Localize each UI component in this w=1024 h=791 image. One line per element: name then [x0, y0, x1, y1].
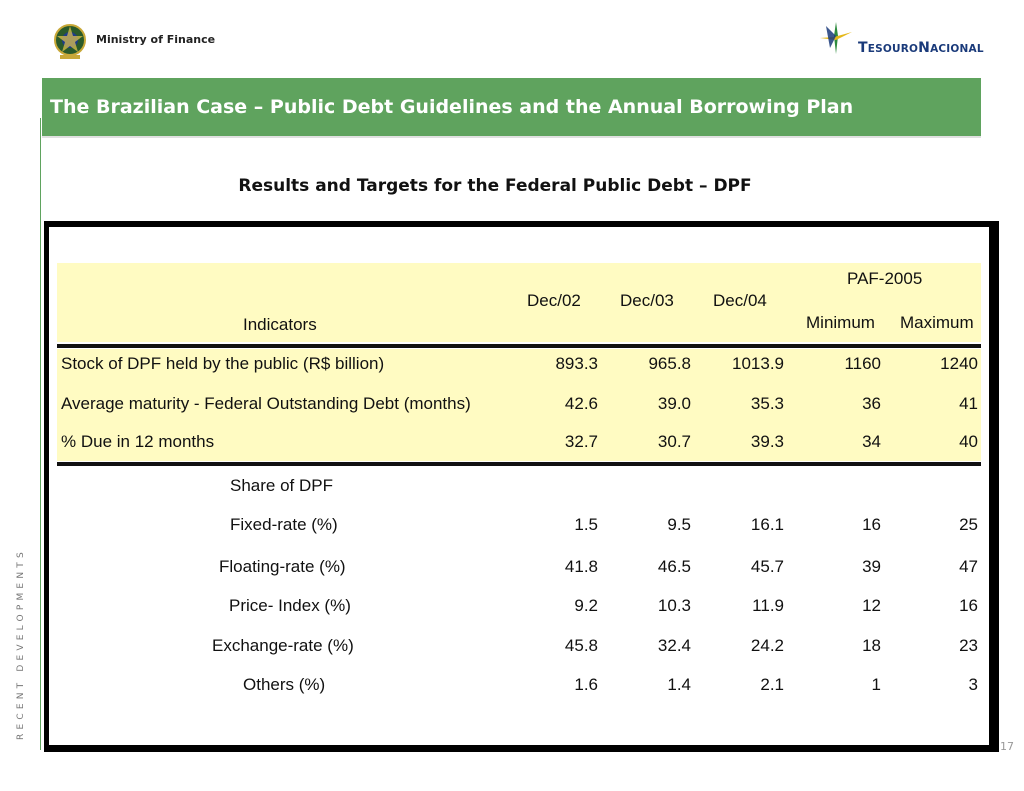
cell-dec02: 32.7 — [564, 432, 598, 451]
cell-max: 40 — [959, 432, 978, 451]
col-header-minimum: Minimum — [806, 313, 875, 332]
cell-min: 39 — [862, 557, 881, 576]
cell-max: 25 — [959, 515, 978, 534]
title-bar — [42, 78, 981, 138]
header-rule — [57, 344, 981, 348]
cell-dec03: 32.4 — [657, 636, 691, 655]
row-label: Others (%) — [243, 675, 326, 694]
data-table-frame — [44, 221, 999, 752]
cell-max: 41 — [959, 394, 978, 413]
cell-max: 47 — [959, 557, 978, 576]
cell-dec02: 1.6 — [574, 675, 598, 694]
cell-dec02: 893.3 — [555, 354, 598, 373]
col-header-dec03: Dec/03 — [620, 291, 674, 310]
cell-dec04: 1013.9 — [732, 354, 784, 373]
row-label: Price- Index (%) — [229, 596, 351, 615]
cell-dec04: 24.2 — [750, 636, 784, 655]
cell-dec03: 965.8 — [648, 354, 691, 373]
page-number: 17 — [1000, 740, 1014, 753]
col-header-dec04: Dec/04 — [713, 291, 767, 310]
cell-dec03: 30.7 — [657, 432, 691, 451]
tesouro-star-logo — [816, 18, 856, 58]
cell-dec03: 10.3 — [657, 596, 691, 615]
cell-dec04: 11.9 — [752, 596, 784, 615]
col-header-dec02: Dec/02 — [527, 291, 581, 310]
cell-dec02: 45.8 — [564, 636, 598, 655]
coat-of-arms-logo — [52, 22, 88, 62]
cell-max: 1240 — [940, 354, 978, 373]
middle-rule — [57, 462, 981, 466]
cell-max: 23 — [959, 636, 978, 655]
row-label: Exchange-rate (%) — [212, 636, 354, 655]
col-header-maximum: Maximum — [900, 313, 974, 332]
cell-min: 1 — [871, 675, 881, 694]
cell-dec04: 39.3 — [750, 432, 784, 451]
cell-dec02: 1.5 — [574, 515, 598, 534]
row-label: Fixed-rate (%) — [230, 515, 338, 534]
cell-min: 12 — [862, 596, 881, 615]
cell-dec04: 2.1 — [760, 675, 784, 694]
slide-title: The Brazilian Case – Public Debt Guidelines and the Annual Borrowing Plan — [50, 96, 854, 118]
cell-dec03: 39.0 — [657, 394, 691, 413]
tesouro-n: N — [918, 40, 931, 56]
cell-dec02: 42.6 — [564, 394, 598, 413]
tesouro-esouro: ESOURO — [867, 43, 919, 55]
slide-subtitle: Results and Targets for the Federal Public Debt – DPF — [238, 176, 752, 196]
cell-dec04: 16.1 — [750, 515, 784, 534]
cell-max: 16 — [959, 596, 978, 615]
cell-dec03: 1.4 — [667, 675, 691, 694]
cell-dec02: 41.8 — [564, 557, 598, 576]
cell-dec04: 35.3 — [750, 394, 784, 413]
row-label: % Due in 12 months — [61, 432, 215, 451]
cell-min: 18 — [862, 636, 881, 655]
ministry-label: Ministry of Finance — [96, 33, 216, 46]
tesouro-nacional-label — [858, 40, 984, 56]
cell-dec02: 9.2 — [574, 596, 598, 615]
tesouro-acional: ACIONAL — [930, 43, 984, 55]
cell-min: 34 — [862, 432, 881, 451]
tesouro-t: T — [858, 40, 868, 56]
cell-min: 1160 — [844, 354, 881, 373]
data-table — [49, 227, 989, 745]
cell-dec03: 46.5 — [657, 557, 691, 576]
row-label: Floating-rate (%) — [219, 557, 346, 576]
cell-max: 3 — [968, 675, 978, 694]
side-section-label: RECENT DEVELOPMENTS — [16, 548, 26, 740]
cell-dec03: 9.5 — [667, 515, 691, 534]
cell-min: 36 — [862, 394, 881, 413]
left-rule — [40, 118, 41, 750]
col-header-paf2005: PAF-2005 — [847, 269, 923, 288]
row-label: Stock of DPF held by the public (R$ billion) — [61, 354, 385, 373]
cell-dec04: 45.7 — [750, 557, 784, 576]
cell-min: 16 — [862, 515, 881, 534]
col-header-indicators: Indicators — [243, 315, 317, 334]
row-label: Average maturity - Federal Outstanding Debt (months) — [61, 394, 471, 413]
share-heading: Share of DPF — [230, 476, 333, 495]
